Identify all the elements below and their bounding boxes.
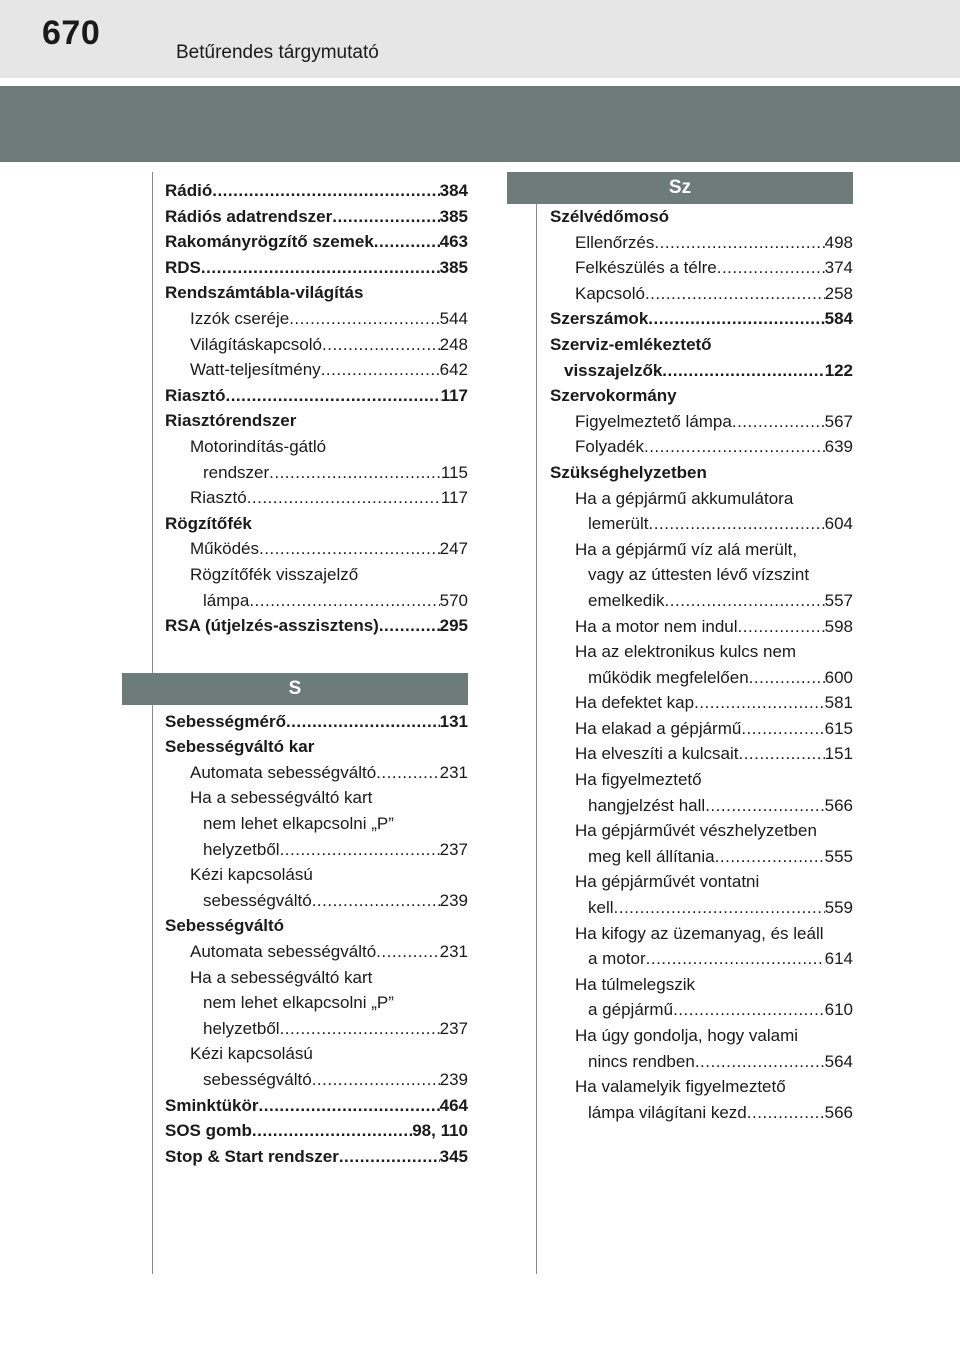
entry-page-number: 610 [824, 1000, 853, 1020]
index-entry [165, 536, 468, 562]
dot-leader [339, 1144, 440, 1170]
index-entry [165, 460, 468, 486]
index-entry [165, 1067, 468, 1093]
dot-leader [705, 793, 824, 819]
column-divider-right [536, 172, 537, 1274]
index-entry [550, 869, 853, 895]
entry-label: a gépjármű [588, 1000, 674, 1020]
entry-label: Felkészülés a télre [575, 258, 717, 278]
entry-label: Watt-teljesítmény [190, 360, 321, 380]
entry-page-number: 498 [824, 232, 853, 252]
index-entry [165, 434, 468, 460]
entry-page-number: 639 [824, 437, 853, 457]
dot-leader [269, 460, 441, 486]
dot-leader [747, 1100, 825, 1126]
entry-label: Ha defektet kap [575, 693, 695, 713]
entry-page-number: 581 [824, 693, 853, 713]
entry-label: működik megfelelően [588, 667, 749, 687]
entry-label: Ha a gépjármű akkumulátora [575, 488, 794, 508]
entry-label: visszajelzők [564, 360, 663, 380]
dot-leader [614, 895, 825, 921]
entry-page-number: 231 [439, 762, 468, 782]
entry-label: helyzetből [203, 1018, 280, 1038]
index-entry [165, 913, 468, 939]
dot-leader [332, 204, 439, 230]
index-entry [550, 639, 853, 665]
dot-leader [648, 306, 824, 332]
index-entry [165, 280, 468, 306]
entry-page-number: 239 [439, 1070, 468, 1089]
entry-label: rendszer [203, 462, 270, 482]
index-entry [550, 716, 853, 742]
entry-page-number: 374 [824, 258, 853, 278]
index-entry [550, 793, 853, 819]
index-entry [550, 204, 853, 230]
entry-label: Automata sebességváltó [190, 942, 377, 962]
index-entry [550, 972, 853, 998]
entry-label: meg kell állítania [588, 846, 715, 866]
entry-label: Szerszámok [550, 309, 649, 329]
index-entry [165, 1093, 468, 1119]
entry-label: Riasztó [165, 385, 226, 405]
index-entry [550, 921, 853, 947]
dot-leader [252, 1118, 412, 1144]
entry-label: Sebességmérő [165, 711, 286, 731]
index-entry [550, 1100, 853, 1126]
index-entry [550, 767, 853, 793]
index-entry [165, 990, 468, 1016]
index-entry [550, 383, 853, 409]
index-entry [550, 306, 853, 332]
entry-page-number: 98, 110 [412, 1121, 468, 1141]
index-entry [165, 734, 468, 760]
index-entry [165, 357, 468, 383]
entry-page-number: 557 [824, 590, 853, 610]
entry-page-number: 115 [440, 462, 468, 482]
entry-label: Rakományrögzítő szemek [165, 232, 374, 252]
dot-leader [280, 837, 440, 863]
entry-label: Ha gépjárművét vontatni [575, 872, 760, 892]
entry-page-number: 239 [439, 890, 468, 910]
index-entry [550, 1049, 853, 1075]
entry-label: Ha a sebességváltó kart [190, 788, 373, 808]
index-entry [550, 844, 853, 870]
entry-label: nem lehet elkapcsolni „P” [203, 814, 394, 834]
entry-label: Stop & Start rendszer [165, 1146, 339, 1166]
index-entry [165, 760, 468, 786]
index-entry [165, 1118, 468, 1144]
index-entry [165, 332, 468, 358]
index-entry [165, 485, 468, 511]
index-entry [550, 409, 853, 435]
entry-label: Ha a gépjármű víz alá merült, [575, 539, 798, 559]
entry-label: vagy az úttesten lévő vízszint [588, 565, 810, 585]
index-group-sz [550, 204, 853, 1125]
entry-page-number: 131 [439, 711, 468, 731]
dot-leader [374, 229, 440, 255]
dot-leader [212, 178, 439, 204]
dot-leader [225, 383, 440, 409]
entry-label: Sebességváltó kar [165, 737, 315, 757]
entry-label: Ha figyelmeztető [575, 770, 702, 790]
entry-label: Ha kifogy az üzemanyag, és leáll [575, 923, 824, 943]
index-entry [550, 281, 853, 307]
dot-leader [645, 281, 825, 307]
entry-label: Figyelmeztető lámpa [575, 411, 732, 431]
entry-label: Kézi kapcsolású [190, 865, 313, 885]
dot-leader [247, 485, 441, 511]
index-entry [165, 306, 468, 332]
index-entry [550, 614, 853, 640]
index-entry [550, 460, 853, 486]
entry-label: Ha az elektronikus kulcs nem [575, 642, 797, 662]
dot-leader [646, 946, 825, 972]
index-column-right [550, 172, 853, 1125]
dot-leader [717, 255, 825, 281]
dot-leader [644, 434, 825, 460]
index-entry [550, 358, 853, 384]
entry-page-number: 598 [824, 616, 853, 636]
dot-leader [379, 613, 440, 639]
entry-page-number: 122 [824, 360, 853, 380]
dot-leader [749, 665, 825, 691]
entry-label: Ellenőrzés [575, 232, 655, 252]
dot-leader [280, 1016, 440, 1042]
entry-label: Rendszámtábla-világítás [165, 283, 364, 303]
index-entry [550, 230, 853, 256]
entry-page-number: 464 [439, 1095, 468, 1115]
dot-leader [654, 230, 824, 256]
dot-leader [312, 888, 440, 914]
entry-page-number: 566 [824, 795, 853, 815]
entry-page-number: 564 [824, 1051, 853, 1071]
entry-label: RSA (útjelzés-asszisztens) [165, 616, 379, 636]
index-entry [165, 229, 468, 255]
index-entry [550, 690, 853, 716]
index-entry [550, 434, 853, 460]
entry-page-number: 604 [824, 514, 853, 534]
index-entry [165, 862, 468, 888]
entry-page-number: 385 [439, 206, 468, 226]
column-divider-left [152, 172, 153, 1274]
entry-page-number: 566 [824, 1102, 853, 1122]
index-entry [550, 997, 853, 1023]
entry-label: sebességváltó [203, 890, 312, 910]
entry-label: Rögzítőfék visszajelző [190, 564, 359, 584]
index-entry [550, 486, 853, 512]
dot-leader [648, 511, 824, 537]
page-number: 670 [42, 14, 101, 52]
index-entry [165, 1016, 468, 1042]
entry-page-number: 584 [824, 309, 853, 329]
section-header-s: S [122, 673, 468, 705]
entry-label: Szükséghelyzetben [550, 462, 707, 482]
entry-label: Ha túlmelegszik [575, 974, 695, 994]
entry-page-number: 117 [440, 488, 468, 508]
entry-label: lámpa [203, 590, 250, 610]
dot-leader [738, 741, 824, 767]
entry-page-number: 231 [439, 942, 468, 962]
dot-leader [662, 358, 824, 384]
entry-label: RDS [165, 257, 201, 277]
decorative-band [0, 86, 960, 162]
index-entry [550, 1023, 853, 1049]
entry-label: Sebességváltó [165, 916, 285, 936]
index-entry [550, 332, 853, 358]
entry-label: kell [588, 898, 614, 918]
entry-label: Ha elveszíti a kulcsait [575, 744, 739, 764]
dot-leader [322, 332, 440, 358]
index-entry [550, 1074, 853, 1100]
entry-label: Szervokormány [550, 386, 677, 406]
entry-label: Kapcsoló [575, 283, 645, 303]
entry-page-number: 384 [439, 181, 468, 200]
entry-page-number: 258 [824, 283, 853, 303]
entry-label: Riasztórendszer [165, 411, 297, 431]
entry-page-number: 614 [824, 949, 853, 969]
section-header-sz: Sz [507, 172, 853, 204]
index-group-s [165, 709, 468, 1170]
index-entry [550, 665, 853, 691]
index-column-left [165, 178, 468, 1169]
entry-page-number: 385 [439, 257, 468, 277]
entry-label: helyzetből [203, 839, 280, 859]
entry-page-number: 615 [824, 718, 853, 738]
index-group-r [165, 178, 468, 639]
entry-label: Ha úgy gondolja, hogy valami [575, 1026, 799, 1045]
dot-leader [738, 614, 825, 640]
index-entry [165, 613, 468, 639]
page-title: Betűrendes tárgymutató [176, 42, 379, 63]
entry-page-number: 248 [439, 334, 468, 354]
index-entry [165, 1144, 468, 1170]
dot-leader [715, 844, 825, 870]
entry-label: Működés [190, 539, 259, 559]
index-entry [165, 511, 468, 537]
index-entry [550, 511, 853, 537]
entry-page-number: 463 [439, 232, 468, 252]
dot-leader [321, 357, 440, 383]
index-entry [550, 537, 853, 563]
index-entry [165, 562, 468, 588]
index-entry [165, 837, 468, 863]
entry-label: nincs rendben [588, 1051, 695, 1071]
entry-page-number: 567 [824, 411, 853, 431]
index-entry [165, 1041, 468, 1067]
entry-page-number: 559 [824, 898, 853, 918]
index-entry [165, 408, 468, 434]
entry-label: lemerült [588, 514, 649, 534]
entry-page-number: 544 [439, 308, 468, 328]
dot-leader [376, 939, 439, 965]
entry-label: Ha valamelyik figyelmeztető [575, 1077, 786, 1097]
entry-label: nem lehet elkapcsolni „P” [203, 993, 394, 1013]
entry-label: emelkedik [588, 590, 665, 610]
entry-label: Szélvédőmosó [550, 207, 670, 226]
dot-leader [695, 1049, 825, 1075]
dot-leader [259, 1093, 440, 1119]
index-entry [165, 588, 468, 614]
entry-label: Ha a sebességváltó kart [190, 967, 373, 987]
index-entry [550, 588, 853, 614]
page-header [0, 0, 960, 78]
index-entry [165, 204, 468, 230]
index-entry [165, 811, 468, 837]
entry-label: a motor [588, 949, 646, 969]
entry-page-number: 555 [824, 846, 853, 866]
index-entry [165, 965, 468, 991]
entry-page-number: 570 [439, 590, 468, 610]
entry-label: Ha gépjárművét vészhelyzetben [575, 821, 817, 841]
dot-leader [376, 760, 439, 786]
entry-label: Sminktükör [165, 1095, 259, 1115]
index-entry [165, 709, 468, 735]
entry-page-number: 642 [439, 360, 468, 380]
entry-label: Világításkapcsoló [190, 334, 322, 354]
entry-page-number: 237 [439, 1018, 468, 1038]
entry-label: Motorindítás-gátló [190, 436, 327, 456]
dot-leader [732, 409, 825, 435]
entry-label: Ha elakad a gépjármű [575, 718, 742, 738]
dot-leader [665, 588, 825, 614]
dot-leader [289, 306, 439, 332]
dot-leader [286, 709, 440, 735]
entry-label: Folyadék [575, 437, 644, 457]
entry-label: Izzók cseréje [190, 308, 290, 328]
dot-leader [312, 1067, 440, 1093]
entry-label: Rögzítőfék [165, 513, 252, 533]
dot-leader [259, 536, 440, 562]
index-entry [165, 383, 468, 409]
entry-page-number: 345 [439, 1146, 468, 1166]
entry-page-number: 295 [439, 616, 468, 636]
entry-page-number: 117 [440, 385, 468, 405]
entry-label: sebességváltó [203, 1070, 312, 1089]
index-entry [165, 255, 468, 281]
entry-label: Rádió [165, 181, 213, 200]
index-entry [165, 888, 468, 914]
dot-leader [741, 716, 824, 742]
index-entry [550, 562, 853, 588]
entry-label: Szerviz-emlékeztető [550, 334, 712, 354]
entry-label: Automata sebességváltó [190, 762, 377, 782]
index-entry [550, 741, 853, 767]
index-entry [550, 255, 853, 281]
dot-leader [673, 997, 825, 1023]
entry-page-number: 151 [824, 744, 853, 764]
entry-label: Ha a motor nem indul [575, 616, 738, 636]
dot-leader [249, 588, 439, 614]
entry-label: Kézi kapcsolású [190, 1044, 313, 1064]
entry-page-number: 237 [439, 839, 468, 859]
entry-label: Riasztó [190, 488, 247, 508]
dot-leader [694, 690, 825, 716]
entry-label: hangjelzést hall [588, 795, 706, 815]
index-entry [165, 939, 468, 965]
index-entry [550, 818, 853, 844]
entry-label: SOS gomb [165, 1121, 252, 1141]
index-entry [165, 178, 468, 204]
dot-leader [201, 255, 440, 281]
index-entry [165, 785, 468, 811]
index-entry [550, 895, 853, 921]
entry-label: lámpa világítani kezd [588, 1102, 747, 1122]
entry-page-number: 247 [439, 539, 468, 559]
entry-page-number: 600 [824, 667, 853, 687]
entry-label: Rádiós adatrendszer [165, 206, 333, 226]
index-entry [550, 946, 853, 972]
